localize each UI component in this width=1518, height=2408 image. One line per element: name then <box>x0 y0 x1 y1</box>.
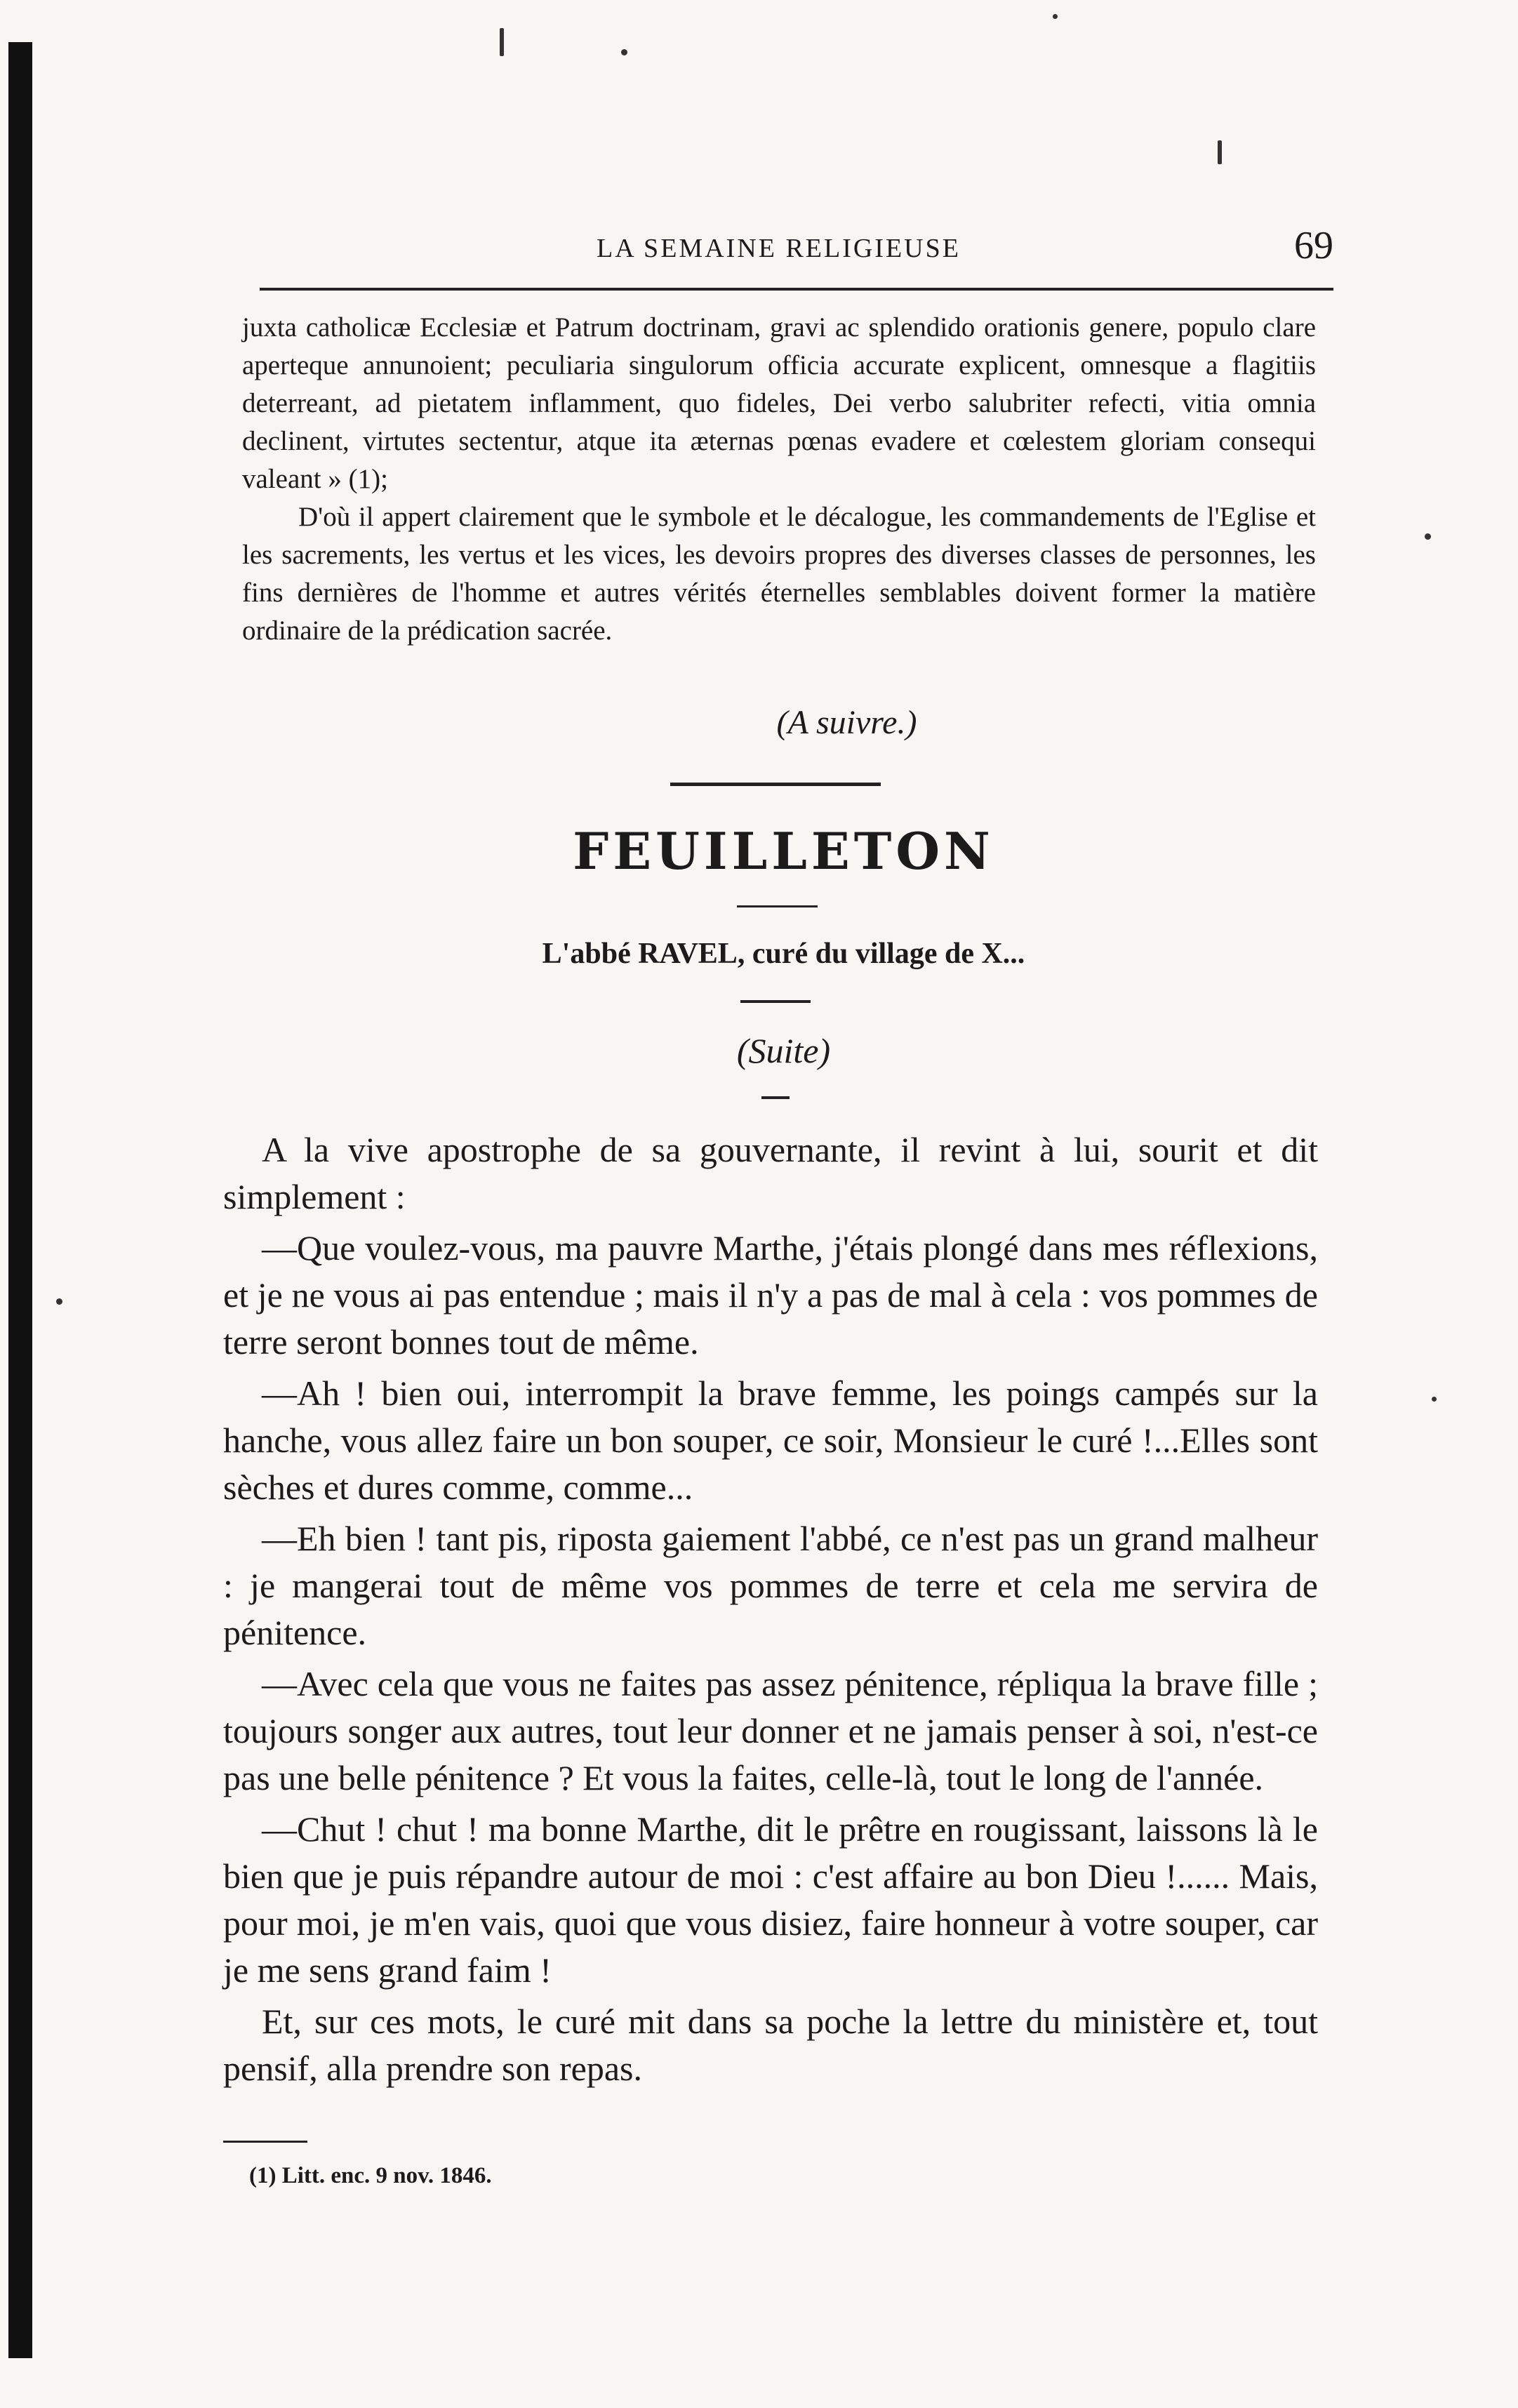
print-speck <box>1053 14 1058 19</box>
story-paragraph: A la vive apostrophe de sa gouvernante, il revint à lui, sourit et dit simplement : <box>223 1130 1318 1216</box>
story-paragraph: —Que voulez-vous, ma pauvre Marthe, j'étais plongé dans mes réflexions, et je ne vous ai pas entendue ; mais il n'y a pas de mal à cela : vos pommes de terre seront bonnes tout de même. <box>223 1228 1318 1362</box>
a-suivre-note: (A suivre.) <box>776 704 917 741</box>
feuilleton-story <box>223 1126 1318 2096</box>
latin-paragraph: juxta catholicæ Ecclesiæ et Patrum doctrinam, gravi ac splendido orationis genere, populo clare aperteque annunoient; peculiaria singulorum officia accurate explicent, omnesque a flagitiis deterreant, ad pietatem inflamment, quo fideles, Dei verbo salubriter refecti, vitia omnia declinent, virtutes sectentur, atque ita æternas pœnas evadere et cœlestem gloriam consequi valeant » (1); <box>242 312 1316 494</box>
print-speck <box>500 28 504 56</box>
print-speck <box>621 49 627 55</box>
story-paragraph: —Chut ! chut ! ma bonne Marthe, dit le prêtre en rougissant, laissons là le bien que je puis répandre autour de moi : c'est affaire au bon Dieu !...... Mais, pour moi, je m'en vais, quoi que vous disiez, faire honneur à votre souper, car je me sens grand faim ! <box>223 1809 1318 1990</box>
header-rule <box>260 288 1333 291</box>
story-paragraph: —Ah ! bien oui, interrompit la brave femme, les poings campés sur la hanche, vous allez faire un bon souper, ce soir, Monsieur le curé !...Elles sont sèches et dures comme, comme... <box>223 1373 1318 1507</box>
feuilleton-title: FEUILLETON <box>573 821 994 881</box>
footnote-rule <box>223 2141 307 2143</box>
running-head: LA SEMAINE RELIGIEUSE <box>597 234 961 263</box>
print-speck <box>1218 140 1222 164</box>
footnote: (1) Litt. enc. 9 nov. 1846. <box>249 2163 492 2188</box>
french-paragraph: D'où il appert clairement que le symbole et le décalogue, les commandements de l'Eglise et les sacrements, les vertus et les vices, les devoirs propres des diverses classes de personnes, les fins dernières de l'homme et autres vérités éternelles semblables doivent former la matière ordinaire de la prédication sacrée. <box>242 502 1316 646</box>
section-divider <box>670 783 881 786</box>
print-speck <box>56 1298 62 1305</box>
page-number: 69 <box>1294 224 1333 267</box>
body-text <box>242 309 1316 650</box>
print-speck <box>1432 1397 1437 1402</box>
title-divider <box>737 905 818 907</box>
suite-divider <box>761 1096 790 1099</box>
page-header <box>533 223 1333 272</box>
story-paragraph: —Avec cela que vous ne faites pas assez pénitence, répliqua la brave fille ; toujours songer aux autres, tout leur donner et ne jamais penser à soi, n'est-ce pas une belle pénitence ? Et vous la faites, celle-là, tout le long de l'année. <box>223 1664 1318 1797</box>
page-binding-edge <box>8 42 32 2358</box>
feuilleton-subtitle: L'abbé RAVEL, curé du village de X... <box>542 938 1025 970</box>
story-paragraph: —Eh bien ! tant pis, riposta gaiement l'abbé, ce n'est pas un grand malheur : je mangerai tout de même vos pommes de terre et cela me servira de pénitence. <box>223 1519 1318 1652</box>
suite-label: (Suite) <box>736 1031 831 1070</box>
subtitle-divider <box>740 1000 811 1003</box>
print-speck <box>1425 533 1431 540</box>
story-paragraph: Et, sur ces mots, le curé mit dans sa poche la lettre du ministère et, tout pensif, alla prendre son repas. <box>223 2002 1318 2088</box>
